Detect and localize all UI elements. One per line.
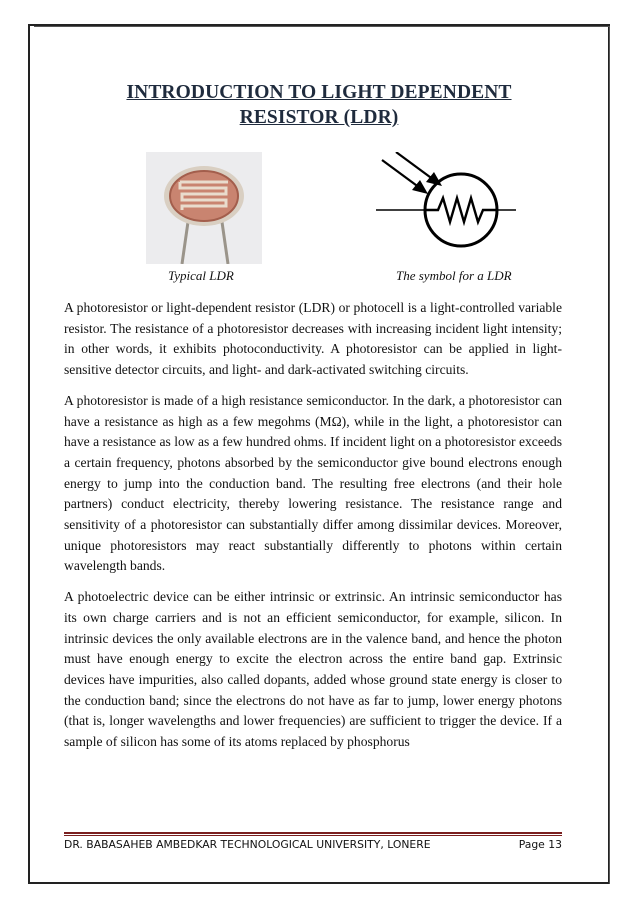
footer-divider [64, 832, 562, 834]
paragraph: A photoresistor is made of a high resistance semiconductor. In the dark, a photoresistor can have a resistance as high as a few megohms (MΩ), while in the light, a photoresistor can have a resistance as low as a few hundred ohms. If incident light on a photoresistor exceeds a certain frequency, photons absorbed by the semiconductor give bound electrons enough energy to jump into the conduction band. The resulting free electrons (and their hole partners) conduct electricity, thereby lowering resistance. The resistance range and sensitivity of a photoresistor can substantially differ among dissimilar devices. Moreover, unique photoresistors may react substantially differently to photons within certain wavelength bands. [64, 392, 562, 574]
photo-caption: Typical LDR [168, 268, 234, 283]
page-title [64, 80, 574, 130]
footer-divider-thin [64, 835, 562, 836]
symbol-caption: The symbol for a LDR [396, 268, 512, 283]
ldr-symbol-diagram [376, 152, 516, 264]
title-line-2: RESISTOR (LDR) [239, 107, 399, 128]
title-line-1: INTRODUCTION TO LIGHT DEPENDENT [126, 82, 512, 103]
page-footer [64, 838, 562, 852]
paragraph: A photoresistor or light-dependent resistor (LDR) or photocell is a light-controlled variable resistor. The resistance of a photoresistor decreases with increasing incident light intensity; in other words, it exhibits photoconductivity. A photoresistor can be applied in light-sensitive detector circuits, and light- and dark-activated switching circuits. [64, 300, 562, 378]
paragraph: A photoelectric device can be either intrinsic or extrinsic. An intrinsic semiconductor has its own charge carriers and is not an efficient semiconductor, for example, silicon. In intrinsic devices the only available electrons are in the valence band, and hence the photon must have enough energy to excite the electron across the entire band gap. Extrinsic devices have impurities, also called dopants, added whose ground state energy is closer to the conduction band; since the electrons do not have as far to jump, lower energy photons (that is, longer wavelengths and lower frequencies) are sufficient to trigger the device. If a sample of silicon has some of its atoms replaced by phosphorus [64, 589, 562, 750]
body-text [64, 298, 562, 763]
page-number: Page 13 [518, 838, 562, 851]
footer-institution: DR. BABASAHEB AMBEDKAR TECHNOLOGICAL UNIVERSITY, LONERE [64, 838, 431, 851]
ldr-photo [146, 152, 262, 264]
